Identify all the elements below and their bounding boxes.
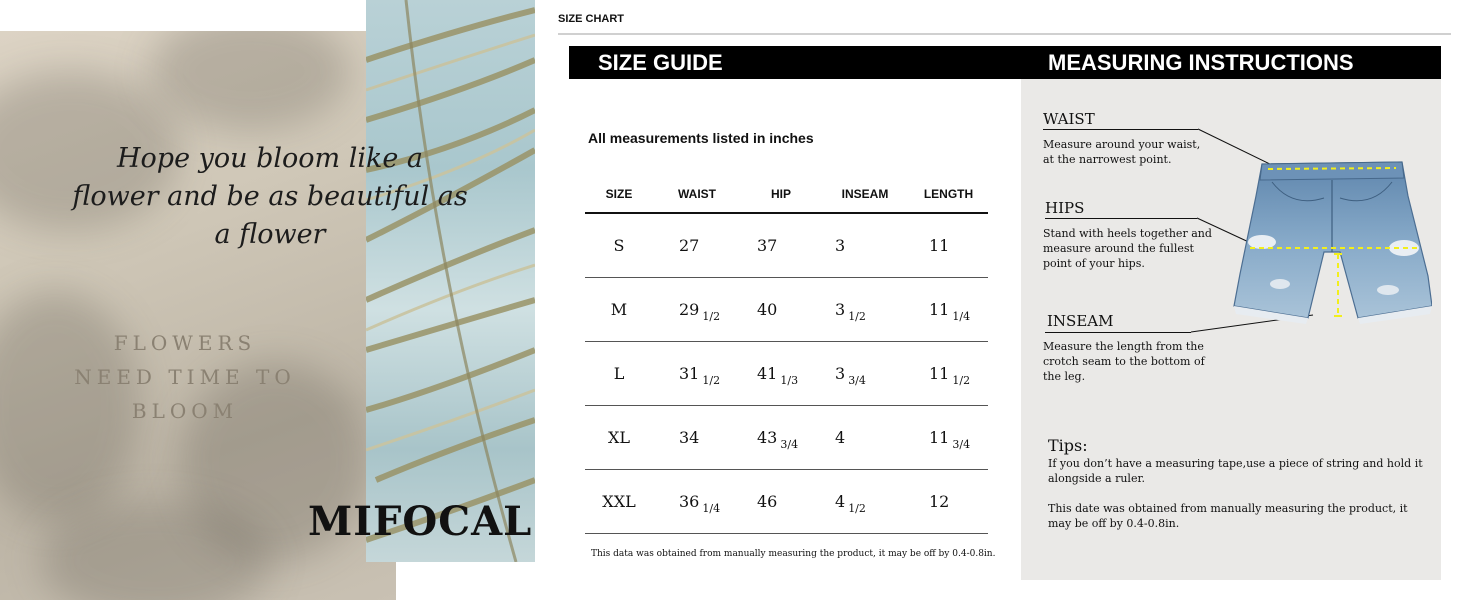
inseam-value: 3 (835, 235, 846, 255)
inseam-fraction: 1/2 (848, 501, 866, 515)
length-value: 11 (929, 299, 950, 319)
inseam-value: 4 (835, 491, 846, 511)
waist-cell (653, 213, 741, 277)
waist-value: 36 (679, 491, 700, 511)
inseam-title: INSEAM (1047, 312, 1114, 330)
size-cell: XL (585, 405, 653, 469)
hip-cell (741, 277, 821, 341)
promo-panel (0, 0, 540, 600)
table-row (585, 213, 988, 277)
inseam-cell (821, 341, 909, 405)
caption-divider (558, 33, 1451, 35)
inseam-cell (821, 469, 909, 533)
measuring-instructions-panel (1021, 79, 1441, 580)
table-row (585, 277, 988, 341)
waist-value: 29 (679, 299, 700, 319)
hip-value: 43 (757, 427, 778, 447)
hip-value: 41 (757, 363, 778, 383)
col-hip-header: HIP (741, 175, 821, 213)
waist-fraction: 1/2 (702, 309, 721, 323)
waist-cell (653, 405, 741, 469)
promo-quote: Hope you bloom like a flower and be as beautiful as a flower (72, 143, 468, 250)
hips-description: Stand with heels together and measure around the fullest point of your hips. (1043, 227, 1212, 270)
waist-value: 27 (679, 235, 700, 255)
inseam-value: 4 (835, 427, 846, 447)
hip-cell (741, 405, 821, 469)
units-note: All measurements listed in inches (588, 130, 814, 146)
waist-cell (653, 341, 741, 405)
table-row (585, 341, 988, 405)
inseam-fraction: 1/2 (848, 309, 866, 323)
waist-value: 31 (679, 363, 700, 383)
tips-text: If you don’t have a measuring tape,use a piece of string and hold it alongside a ruler. This date was obtained from manually measuring the product, it may be off by 0.4-0.8in. (1048, 457, 1423, 530)
waist-title: WAIST (1043, 110, 1095, 128)
length-value: 12 (929, 491, 950, 511)
inseam-cell (821, 405, 909, 469)
size-cell: M (585, 277, 653, 341)
tips-title: Tips: (1048, 436, 1088, 455)
waist-value: 34 (679, 427, 700, 447)
col-size-header: SIZE (585, 175, 653, 213)
col-length-header: LENGTH (909, 175, 988, 213)
inseam-cell (821, 277, 909, 341)
size-table (585, 175, 988, 534)
palm-leaf-photo (366, 0, 535, 562)
hip-cell (741, 213, 821, 277)
denim-shorts-illustration (1232, 156, 1432, 326)
inseam-value: 3 (835, 299, 846, 319)
hip-value: 37 (757, 235, 778, 255)
length-fraction: 1/2 (952, 373, 971, 387)
waist-fraction: 1/4 (702, 501, 721, 515)
brand-logo: MIFOCAL (308, 498, 533, 545)
inseam-value: 3 (835, 363, 846, 383)
table-row (585, 405, 988, 469)
length-fraction: 1/4 (952, 309, 971, 323)
length-value: 11 (929, 427, 950, 447)
hip-cell (741, 469, 821, 533)
hips-title: HIPS (1045, 199, 1085, 217)
col-inseam-header: INSEAM (821, 175, 909, 213)
size-cell: L (585, 341, 653, 405)
size-chart-header (569, 46, 1441, 79)
hip-fraction: 3/4 (780, 437, 799, 451)
hip-value: 46 (757, 491, 778, 511)
hip-fraction: 1/3 (780, 373, 799, 387)
length-cell (909, 277, 988, 341)
waist-cell (653, 469, 741, 533)
inseam-fraction: 3/4 (848, 373, 866, 387)
size-chart-caption: SIZE CHART (558, 13, 624, 25)
waist-fraction: 1/2 (702, 373, 721, 387)
length-cell (909, 405, 988, 469)
measuring-instructions-title: MEASURING INSTRUCTIONS (1048, 50, 1354, 75)
length-cell (909, 469, 988, 533)
length-cell (909, 341, 988, 405)
size-cell: S (585, 213, 653, 277)
promo-tagline: FLOWERS NEED TIME TO BLOOM (74, 331, 296, 423)
inseam-cell (821, 213, 909, 277)
hip-cell (741, 341, 821, 405)
table-header-row (585, 175, 988, 213)
length-cell (909, 213, 988, 277)
table-row (585, 469, 988, 533)
waist-description: Measure around your waist, at the narrowest point. (1043, 138, 1201, 166)
inseam-description: Measure the length from the crotch seam to the bottom of the leg. (1043, 340, 1205, 383)
col-waist-header: WAIST (653, 175, 741, 213)
table-footnote: This data was obtained from manually measuring the product, it may be off by 0.4-0.8in. (591, 549, 996, 559)
waist-cell (653, 277, 741, 341)
length-fraction: 3/4 (952, 437, 971, 451)
length-value: 11 (929, 363, 950, 383)
size-cell: XXL (585, 469, 653, 533)
length-value: 11 (929, 235, 950, 255)
size-guide-panel (569, 79, 1021, 580)
size-guide-title: SIZE GUIDE (598, 50, 723, 75)
hip-value: 40 (757, 299, 778, 319)
